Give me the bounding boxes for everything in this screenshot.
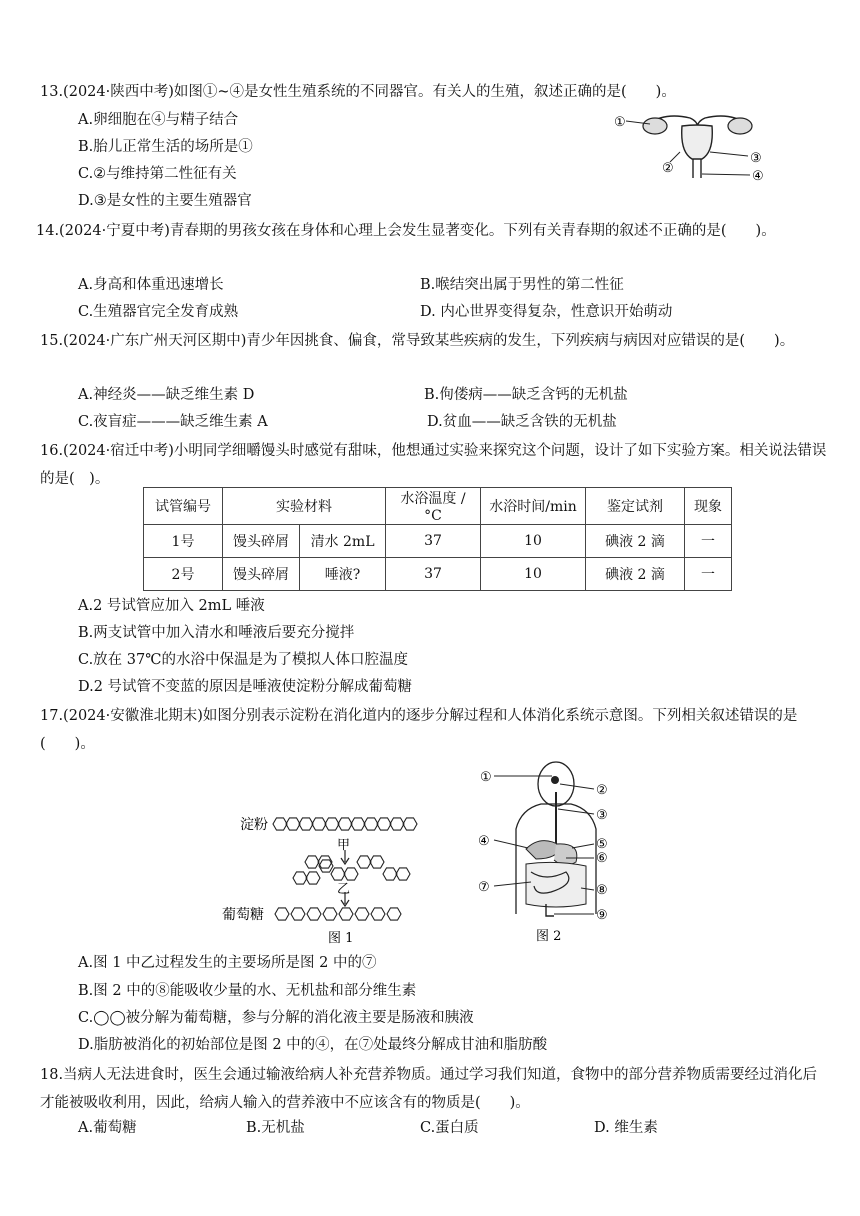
q17-option-c: C.◯◯被分解为葡萄糖，参与分解的消化液主要是肠液和胰液 (78, 1010, 474, 1026)
q18-option-a: A.葡萄糖 (78, 1120, 137, 1136)
q18-option-c: C.蛋白质 (420, 1120, 479, 1136)
q14-option-d: D. 内心世界变得复杂，性意识开始萌动 (420, 304, 673, 320)
female-reproductive-system-figure (610, 104, 785, 184)
cell: 37 (386, 558, 481, 591)
fig2-label-4: ④ (478, 834, 490, 849)
cell: 馒头碎屑 (223, 558, 300, 591)
sugar-unit (371, 908, 385, 920)
sugar-unit (299, 818, 313, 830)
sugar-unit (377, 818, 391, 830)
table-row (144, 558, 732, 591)
fig2-label-2: ② (596, 783, 608, 798)
fig1-step-1: 甲 (337, 838, 351, 853)
q15-option-a: A.神经炎——缺乏维生素 D (78, 387, 255, 403)
q13-option-c: C.②与维持第二性征有关 (78, 166, 237, 182)
fig1-starch-label: 淀粉 (240, 817, 268, 833)
q13-stem: 13.(2024·陕西中考)如图①~④是女性生殖系统的不同器官。有关人的生殖，叙述正确的是( )。 (40, 84, 676, 100)
q13-option-d: D.③是女性的主要生殖器官 (78, 193, 252, 209)
glucose-units (275, 908, 401, 920)
sugar-unit (355, 908, 369, 920)
cell: 10 (481, 525, 586, 558)
cell: 唾液? (300, 558, 386, 591)
sugar-unit (383, 868, 397, 880)
intermediate-chains (293, 856, 410, 884)
q16-stem: 16.(2024·宿迁中考)小明同学细嚼馒头时感觉有甜味，他想通过实验来探究这个问题，设计了如下实验方案。相关说法错误的是( )。 (40, 443, 827, 487)
cell: 清水 2mL (300, 525, 386, 558)
q13-option-b: B.胎儿正常生活的场所是① (78, 139, 253, 155)
experiment-table (143, 487, 732, 591)
cell: 一 (685, 525, 732, 558)
q15-option-c: C.夜盲症———缺乏维生素 A (78, 414, 268, 430)
sugar-unit (273, 818, 287, 830)
q15-option-d: D.贫血——缺乏含铁的无机盐 (427, 414, 617, 430)
fig1-caption: 图 1 (328, 931, 354, 946)
q17-option-d: D.脂肪被消化的初始部位是图 2 中的④，在⑦处最终分解成甘油和脂肪酸 (78, 1037, 548, 1053)
q18-stem: 18.当病人无法进食时，医生会通过输液给病人补充营养物质。通过学习我们知道，食物中的部分营养物质需要经过消化后才能被吸收利用，因此，给病人输入的营养液中不应该含有的物质是( )。 (40, 1067, 818, 1111)
sugar-unit (357, 856, 371, 868)
sugar-unit (339, 908, 353, 920)
fig2-label-6: ⑥ (596, 851, 608, 866)
cell: 37 (386, 525, 481, 558)
fig2-label-8: ⑧ (596, 883, 608, 898)
starch-chain (273, 818, 417, 830)
header-temp: 水浴温度 /°C (386, 488, 481, 525)
starch-digestion-figure (222, 806, 440, 946)
sugar-unit (312, 818, 326, 830)
sugar-unit (390, 818, 404, 830)
fig2-label-7: ⑦ (478, 880, 490, 895)
fig1-glucose-label: 葡萄糖 (222, 907, 264, 923)
sugar-unit (387, 908, 401, 920)
q17-option-b: B.图 2 中的⑧能吸收少量的水、无机盐和部分维生素 (78, 983, 417, 999)
q16-option-b: B.两支试管中加入清水和唾液后要充分搅拌 (78, 625, 355, 641)
sugar-unit (370, 856, 384, 868)
q14-stem: 14.(2024·宁夏中考)青春期的男孩女孩在身体和心理上会发生显著变化。下列有关青春期的叙述不正确的是( )。 (36, 223, 776, 239)
fig13-label-4: ④ (752, 169, 764, 184)
q17-stem: 17.(2024·安徽淮北期末)如图分别表示淀粉在消化道内的逐步分解过程和人体消化系统示意图。下列相关叙述错误的是( )。 (40, 708, 798, 752)
sugar-unit (338, 818, 352, 830)
q14-option-b: B.喉结突出属于男性的第二性征 (420, 277, 624, 293)
sugar-unit (275, 908, 289, 920)
table-header-row (144, 488, 732, 525)
q17-option-a: A.图 1 中乙过程发生的主要场所是图 2 中的⑦ (78, 955, 377, 971)
q18-option-d: D. 维生素 (594, 1120, 658, 1136)
sugar-unit (293, 872, 307, 884)
fig2-label-1: ① (480, 770, 492, 785)
header-tube-number: 试管编号 (144, 488, 223, 525)
digestive-system-figure (476, 764, 626, 944)
sugar-unit (286, 818, 300, 830)
q15-option-b: B.佝偻病——缺乏含钙的无机盐 (424, 387, 628, 403)
sugar-unit (307, 908, 321, 920)
q15-stem: 15.(2024·广东广州天河区期中)青少年因挑食、偏食，常导致某些疾病的发生，下列疾病与病因对应错误的是( )。 (40, 333, 795, 349)
sugar-unit (305, 856, 319, 868)
sugar-unit (351, 818, 365, 830)
cell: 2号 (144, 558, 223, 591)
sugar-unit (403, 818, 417, 830)
sugar-unit (325, 818, 339, 830)
fig2-label-3: ③ (596, 808, 608, 823)
header-material: 实验材料 (223, 488, 386, 525)
fig13-label-2: ② (662, 161, 674, 176)
sugar-unit (331, 868, 345, 880)
header-reagent: 鉴定试剂 (586, 488, 685, 525)
fig13-label-3: ③ (750, 151, 762, 166)
cell: 碘液 2 滴 (586, 525, 685, 558)
cell: 1号 (144, 525, 223, 558)
sugar-unit (364, 818, 378, 830)
header-time: 水浴时间/min (481, 488, 586, 525)
fig13-label-1: ① (614, 115, 626, 130)
q18-option-b: B.无机盐 (246, 1120, 305, 1136)
q14-option-a: A.身高和体重迅速增长 (78, 277, 224, 293)
sugar-unit (396, 868, 410, 880)
sugar-unit (323, 908, 337, 920)
sugar-unit (291, 908, 305, 920)
cell: 一 (685, 558, 732, 591)
sugar-unit (306, 872, 320, 884)
q14-option-c: C.生殖器官完全发育成熟 (78, 304, 239, 320)
fig2-label-5: ⑤ (596, 837, 608, 852)
cell: 10 (481, 558, 586, 591)
header-phenomenon: 现象 (685, 488, 732, 525)
fig1-step-2: 乙 (337, 882, 351, 897)
fig2-caption: 图 2 (536, 929, 562, 944)
sugar-unit (319, 860, 333, 872)
sugar-unit (344, 868, 358, 880)
sugar-unit (318, 856, 332, 868)
fig2-label-9: ⑨ (596, 908, 608, 923)
cell: 馒头碎屑 (223, 525, 300, 558)
q16-option-d: D.2 号试管不变蓝的原因是唾液使淀粉分解成葡萄糖 (78, 679, 413, 695)
q16-option-c: C.放在 37℃的水浴中保温是为了模拟人体口腔温度 (78, 652, 408, 668)
table-row (144, 525, 732, 558)
q13-option-a: A.卵细胞在④与精子结合 (78, 112, 239, 128)
q16-option-a: A.2 号试管应加入 2mL 唾液 (78, 598, 265, 614)
cell: 碘液 2 滴 (586, 558, 685, 591)
